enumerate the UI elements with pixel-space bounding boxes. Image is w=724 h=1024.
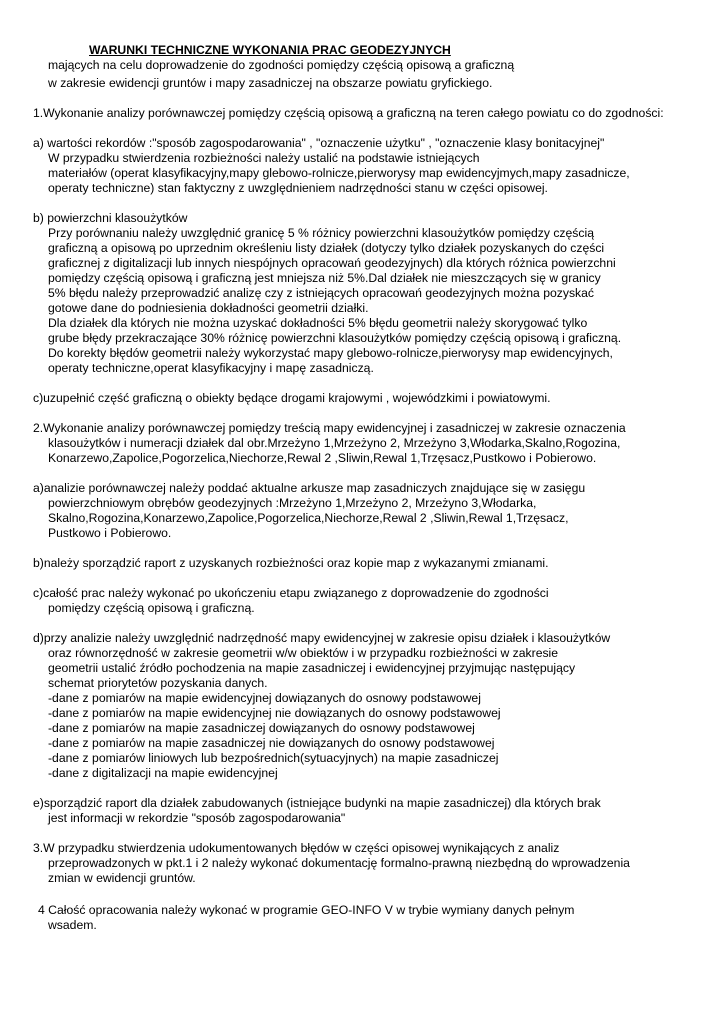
priority-list-item: -dane z pomiarów liniowych lub bezpośrednich(sytuacyjnych) na mapie zasadniczej: [48, 751, 499, 765]
section-2d-line: schemat priorytetów pozyskania danych.: [48, 676, 268, 690]
section-2c-line: pomiędzy częścią opisową i graficzną.: [48, 601, 255, 615]
section-4-line: wsadem.: [48, 918, 97, 932]
priority-list-item: -dane z pomiarów na mapie zasadniczej nie dowiązanych do osnowy podstawowej: [48, 736, 495, 750]
subtitle-line: w zakresie ewidencji gruntów i mapy zasadniczej na obszarze powiatu gryfickiego.: [48, 76, 493, 90]
section-1a-line: a) wartości rekordów :"sposób zagospodarowania" , "oznaczenie użytku" , "oznaczenie klasy bonitacyjnej": [33, 136, 605, 150]
priority-list-item: -dane z pomiarów na mapie zasadniczej dowiązanych do osnowy podstawowej: [48, 721, 475, 735]
section-1-heading: 1.Wykonanie analizy porównawczej pomiędzy częścią opisową a graficzną na teren całego powiatu co do zgodności:: [33, 106, 664, 120]
section-1b-line: grube błędy przekraczające 30% różnicę powierzchni klasoużytków pomiędzy częścią opisową i graficzną.: [48, 331, 622, 345]
section-2e-line: e)sporządzić raport dla działek zabudowanych (istniejące budynki na mapie zasadniczej) dla których brak: [33, 796, 601, 810]
subtitle-line: mających na celu doprowadzenie do zgodności pomiędzy częścią opisową a graficzną: [48, 58, 515, 72]
section-1b-line: graficzną a opisową po uprzednim określeniu listy działek (dotyczy tylko działek pozyskanych do części: [48, 241, 605, 255]
section-2b-line: b)należy sporządzić raport z uzyskanych rozbieżności oraz kopie map z wykazanymi zmianami.: [33, 556, 549, 570]
document-title: WARUNKI TECHNICZNE WYKONANIA PRAC GEODEZYJNYCH: [89, 43, 451, 57]
section-2d-line: geometrii ustalić źródło pochodzenia na mapie zasadniczej i ewidencyjnej przyjmując następujący: [48, 661, 576, 675]
section-3-line: przeprowadzonych w pkt.1 i 2 należy wykonać dokumentację formalno-prawną niezbędną do wprowadzenia: [48, 856, 630, 870]
section-1c-line: c)uzupełnić część graficzną o obiekty będące drogami krajowymi , wojewódzkimi i powiatowymi.: [33, 391, 551, 405]
section-2e-line: jest informacji w rekordzie "sposób zagospodarowania": [48, 811, 346, 825]
section-1b-line: operaty techniczne,operat klasyfikacyjny i mapę zasadniczą.: [48, 361, 374, 375]
priority-list-item: -dane z pomiarów na mapie ewidencyjnej nie dowiązanych do osnowy podstawowej: [48, 706, 501, 720]
section-3-line: 3.W przypadku stwierdzenia udokumentowanych błędów w części opisowej wynikających z analiz: [33, 841, 560, 855]
section-1b-line: pomiędzy częścią opisową i graficzną jest mniejsza niż 5%.Dal działek nie mieszczących się w granicy: [48, 271, 601, 285]
section-2c-line: c)całość prac należy wykonać po ukończeniu etapu związanego z doprowadzenie do zgodności: [33, 586, 549, 600]
section-2a-line: Pustkowo i Pobierowo.: [48, 526, 172, 540]
section-2d-line: oraz równorzędność w zakresie geometrii w/w obiektów i w przypadku rozbieżności w zakresie: [48, 646, 559, 660]
section-3-line: zmian w ewidencji gruntów.: [48, 871, 196, 885]
section-2a-line: a)analizie porównawczej należy poddać aktualne arkusze map zasadniczych znajdujące się w zasięgu: [33, 481, 586, 495]
section-1b-line: b) powierzchni klasoużytków: [33, 211, 188, 225]
section-1b-line: gotowe dane do podniesienia dokładności geometrii działki.: [48, 301, 369, 315]
section-1b-line: Przy porównaniu należy uwzględnić granicę 5 % różnicy powierzchni klasoużytków pomiędzy częścią: [48, 226, 594, 240]
section-1a-line: W przypadku stwierdzenia rozbieżności należy ustalić na podstawie istniejących: [48, 151, 480, 165]
section-2-heading: Konarzewo,Zapolice,Pogorzelica,Niechorze,Rewal 2 ,Sliwin,Rewal 1,Trzęsacz,Pustkowo i Pobierowo.: [48, 451, 597, 465]
section-1b-line: graficznej z digitalizacji lub innych niespójnych opracowań geodezyjnych) dla których różnica powierzchni: [48, 256, 616, 270]
section-1b-line: 5% błędu należy przeprowadzić analizę czy z istniejących opracowań geodezyjnych można pozyskać: [48, 286, 595, 300]
section-1b-line: Do korekty błędów geometrii należy wykorzystać mapy glebowo-rolnicze,pierworysy map ewidencyjnych,: [48, 346, 613, 360]
section-1b-line: Dla działek dla których nie można uzyskać dokładności 5% błędu geometrii należy skorygować tylko: [48, 316, 588, 330]
section-2a-line: powierzchniowym obrębów geodezyjnych :Mrzeżyno 1,Mrzeżyno 2, Mrzeżyno 3,Włodarka,: [48, 496, 537, 510]
section-1a-line: materiałów (operat klasyfikacyjny,mapy glebowo-rolnicze,pierworysy map ewidencyjmych,mapy zasadnicze,: [48, 166, 630, 180]
priority-list-item: -dane z pomiarów na mapie ewidencyjnej dowiązanych do osnowy podstawowej: [48, 691, 481, 705]
section-1a-line: operaty techniczne) stan faktyczny z uwzględnieniem nadrzędności stanu w części opisowej.: [48, 181, 548, 195]
section-2d-line: d)przy analizie należy uwzględnić nadrzędność mapy ewidencyjnej w zakresie opisu działek i klasoużytków: [33, 631, 611, 645]
section-2-heading: klasoużytków i numeracji działek dal obr.Mrzeżyno 1,Mrzeżyno 2, Mrzeżyno 3,Włodarka,Skalno,Rogozina,: [48, 436, 621, 450]
section-4-line: 4 Całość opracowania należy wykonać w programie GEO-INFO V w trybie wymiany danych pełnym: [38, 903, 575, 917]
section-2a-line: Skalno,Rogozina,Konarzewo,Zapolice,Pogorzelica,Niechorze,Rewal 2 ,Sliwin,Rewal 1,Trzęsacz,: [48, 511, 569, 525]
priority-list-item: -dane z digitalizacji na mapie ewidencyjnej: [48, 766, 278, 780]
section-2-heading: 2.Wykonanie analizy porównawczej pomiędzy treścią mapy ewidencyjnej i zasadniczej w zakresie oznaczenia: [33, 421, 626, 435]
